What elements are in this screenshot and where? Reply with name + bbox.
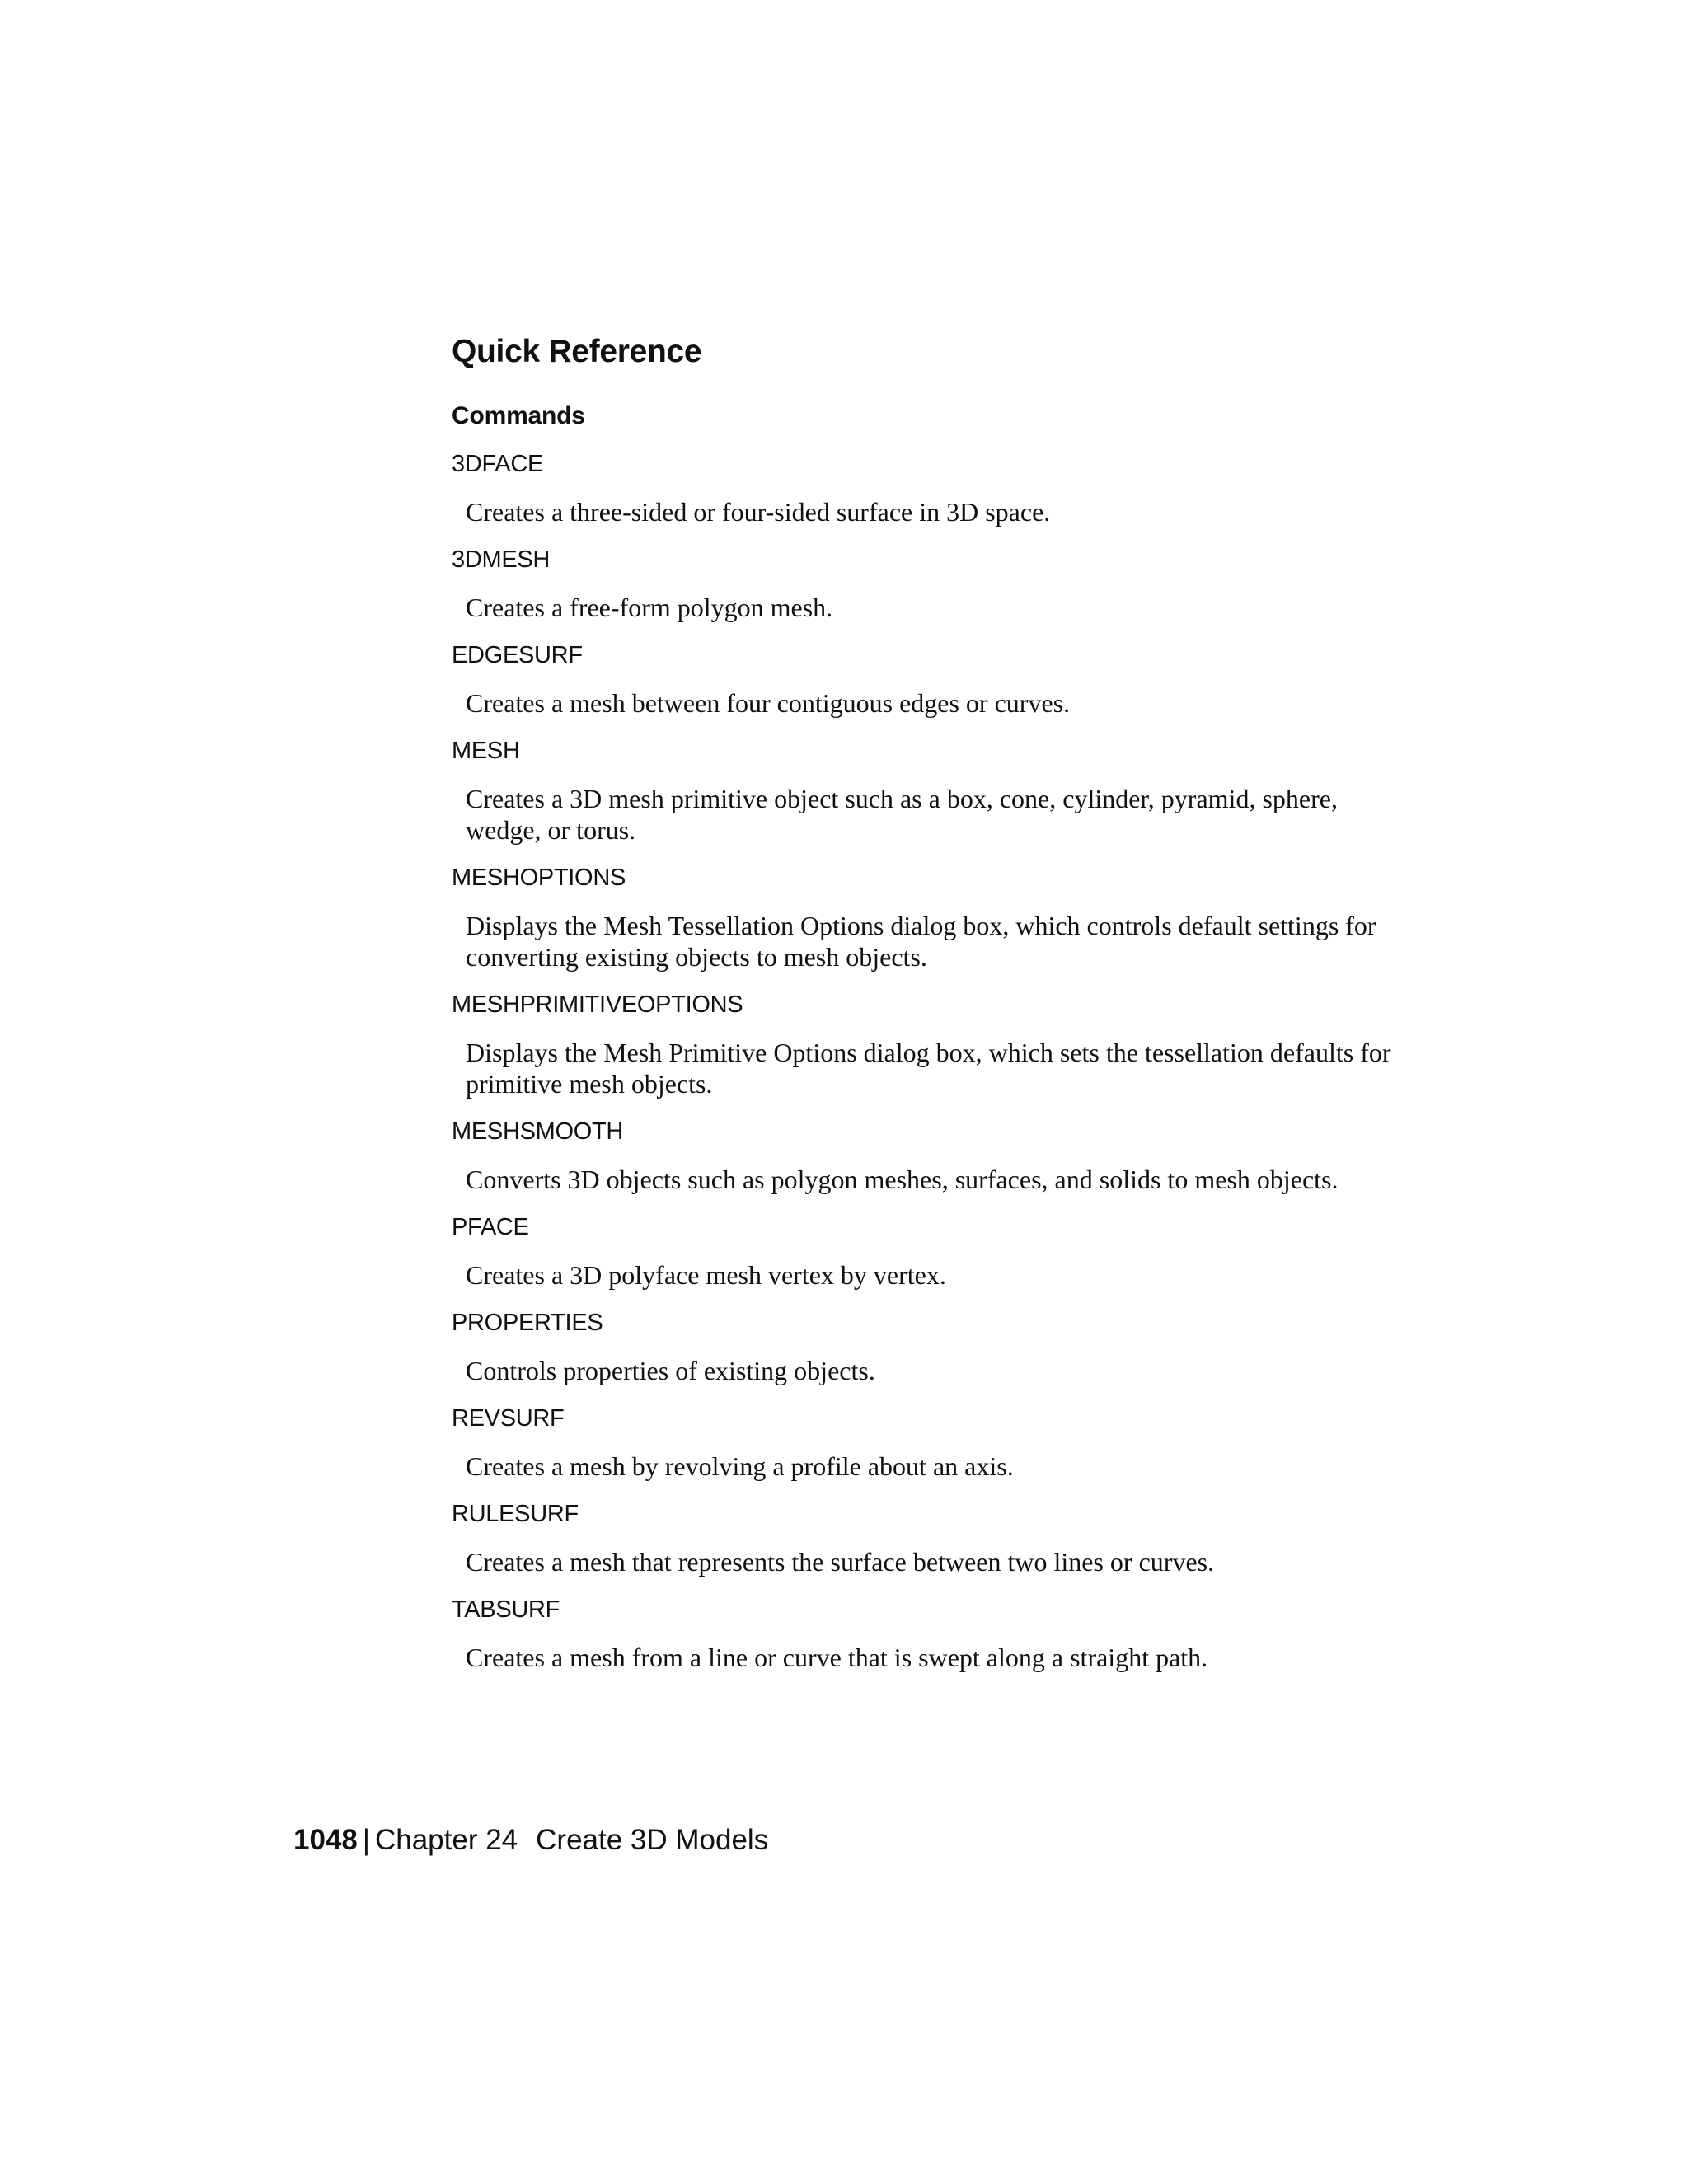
command-description: Displays the Mesh Primitive Options dialog box, which sets the tessellation defaults for primitive mesh objects. — [466, 1037, 1391, 1099]
command-list — [452, 448, 1424, 1673]
command-entry — [452, 1307, 1424, 1386]
command-entry — [452, 1594, 1424, 1673]
command-entry — [452, 544, 1424, 623]
command-name: REVSURF — [452, 1404, 565, 1432]
command-description: Creates a 3D polyface mesh vertex by vertex. — [466, 1259, 946, 1290]
chapter-label: Chapter 24 — [374, 1824, 518, 1856]
command-entry — [452, 1212, 1424, 1291]
command-name: 3DFACE — [452, 450, 544, 477]
command-entry — [452, 1116, 1424, 1195]
command-name: MESHPRIMITIVEOPTIONS — [452, 991, 743, 1018]
command-entry — [452, 735, 1424, 846]
command-entry — [452, 862, 1424, 972]
footer-separator: | — [362, 1824, 370, 1856]
command-description: Creates a mesh between four contiguous edges or curves. — [466, 687, 1071, 718]
command-description: Creates a free-form polygon mesh. — [466, 592, 833, 622]
command-name: MESHSMOOTH — [452, 1118, 624, 1145]
command-description: Creates a mesh by revolving a profile about an axis. — [466, 1451, 1014, 1481]
command-name: RULESURF — [452, 1500, 579, 1527]
command-description: Creates a three-sided or four-sided surface in 3D space. — [466, 496, 1051, 527]
section-title: Quick Reference — [452, 334, 702, 369]
page-number: 1048 — [293, 1824, 358, 1856]
command-description: Controls properties of existing objects. — [466, 1355, 875, 1385]
command-entry — [452, 989, 1424, 1099]
command-description: Creates a mesh that represents the surface between two lines or curves. — [466, 1546, 1215, 1577]
command-name: EDGESURF — [452, 641, 583, 668]
command-entry — [452, 448, 1424, 527]
command-name: MESHOPTIONS — [452, 864, 626, 891]
page-footer — [293, 1823, 768, 1858]
command-entry — [452, 640, 1424, 719]
command-description: Creates a 3D mesh primitive object such as a box, cone, cylinder, pyramid, sphere, wedge, or torus. — [466, 783, 1338, 845]
command-name: PFACE — [452, 1213, 529, 1240]
command-description: Displays the Mesh Tessellation Options dialog box, which controls default settings for converting existing objects to mesh objects. — [466, 910, 1376, 972]
command-name: TABSURF — [452, 1596, 560, 1623]
command-entry — [452, 1498, 1424, 1577]
command-name: PROPERTIES — [452, 1309, 603, 1336]
command-name: 3DMESH — [452, 546, 551, 573]
command-description: Converts 3D objects such as polygon meshes, surfaces, and solids to mesh objects. — [466, 1164, 1339, 1194]
command-entry — [452, 1403, 1424, 1482]
command-description: Creates a mesh from a line or curve that is swept along a straight path. — [466, 1642, 1208, 1672]
page-content — [452, 334, 1424, 1690]
chapter-title: Create 3D Models — [536, 1824, 769, 1856]
subsection-title: Commands — [452, 401, 585, 429]
command-name: MESH — [452, 737, 520, 764]
